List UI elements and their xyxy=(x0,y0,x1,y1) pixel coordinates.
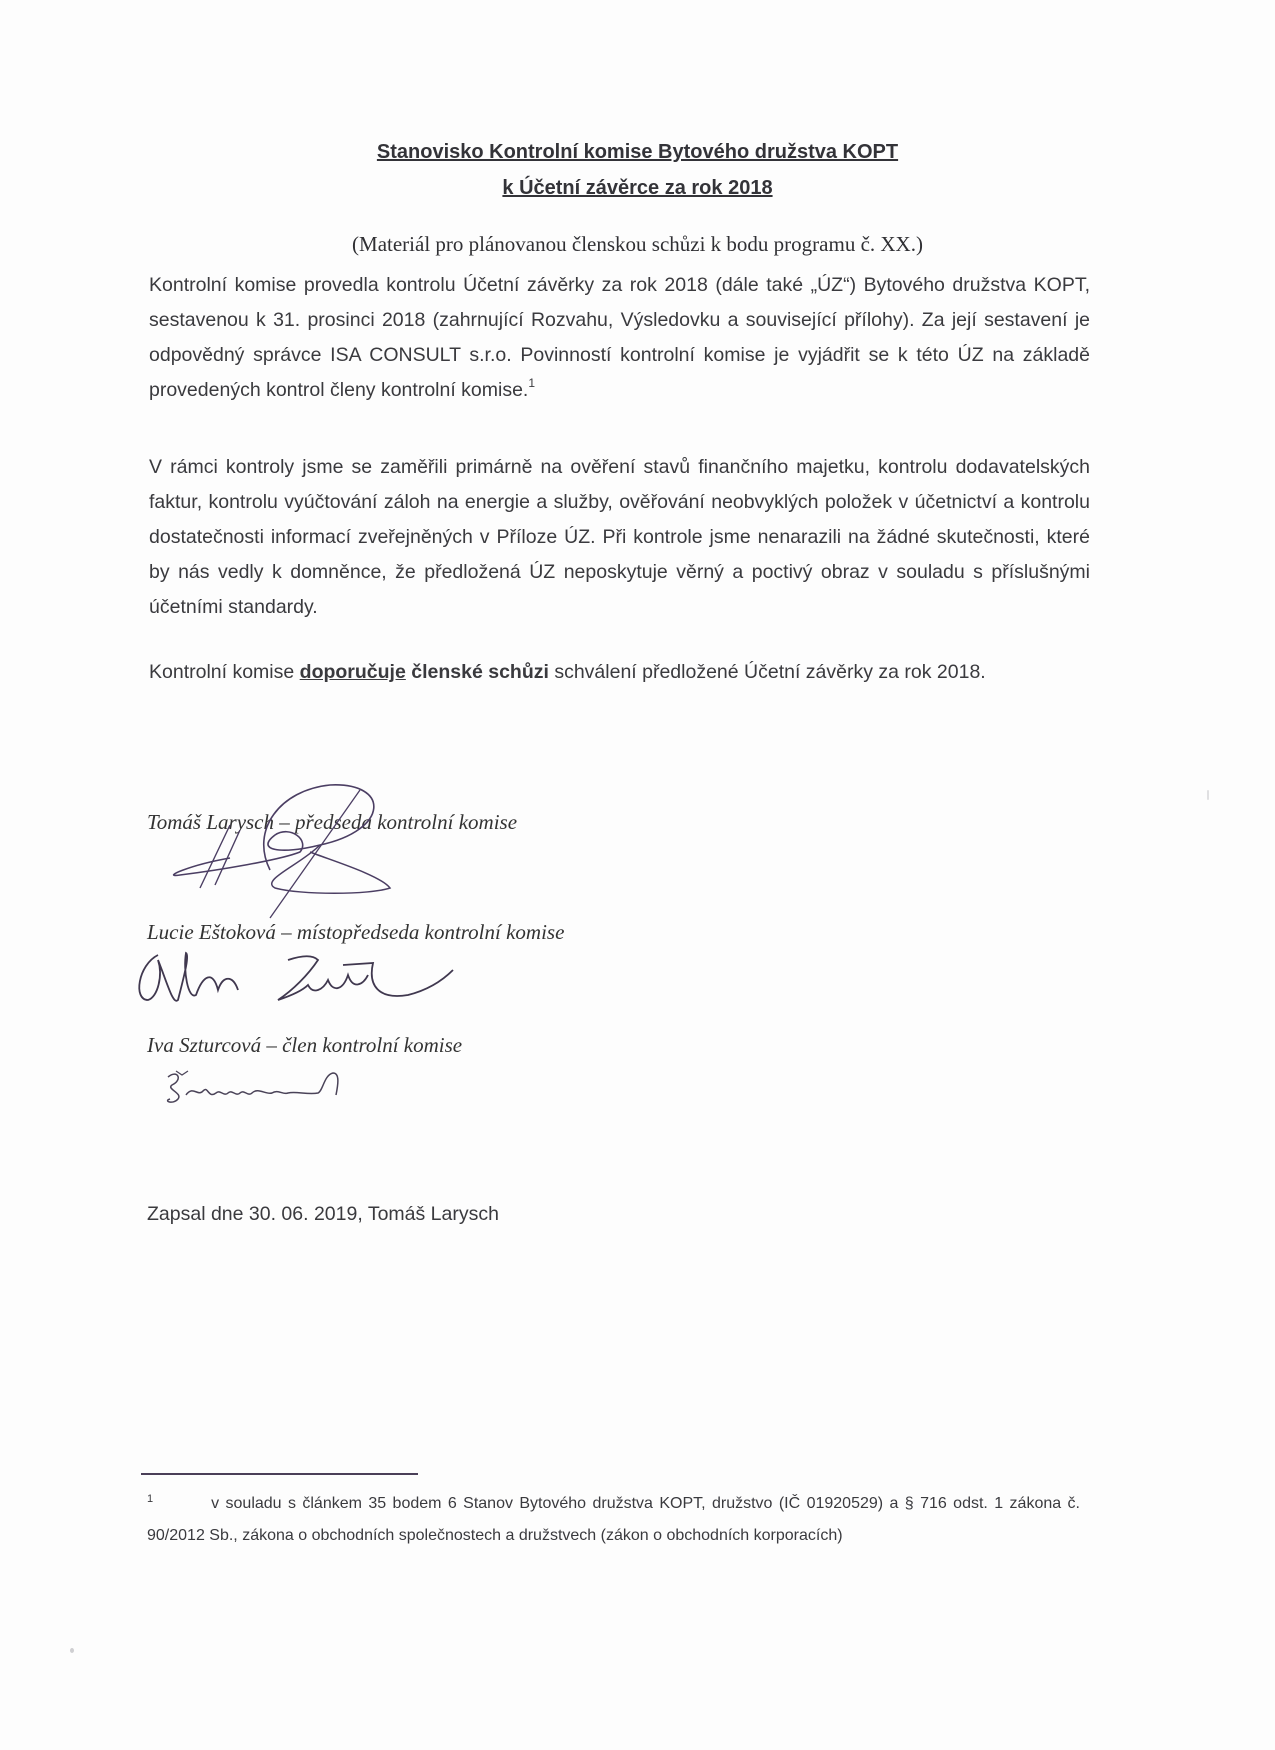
document-title-line-2: k Účetní závěrce za rok 2018 xyxy=(502,177,773,199)
recommendation-recipient: členské schůzi xyxy=(405,661,549,683)
recommendation-lead: Kontrolní komise xyxy=(149,661,300,683)
footnote-mark: 1 xyxy=(147,1493,154,1505)
scan-speck xyxy=(70,1648,74,1653)
footnote-separator xyxy=(141,1473,418,1475)
recorded-by-line: Zapsal dne 30. 06. 2019, Tomáš Larysch xyxy=(147,1203,499,1225)
footnote xyxy=(147,1488,1080,1552)
recommendation-verb: doporučuje xyxy=(299,661,406,683)
signatory-vice-chair: Lucie Eštoková – místopředseda kontrolní komise xyxy=(147,920,565,944)
document-title-line-1: Stanovisko Kontrolní komise Bytového družstva KOPT xyxy=(376,141,899,163)
signature-chair xyxy=(160,770,420,920)
paragraph-audit-scope-text: Kontrolní komise provedla kontrolu Účetní závěrky za rok 2018 (dále také „ÚZ“) Bytového družstva KOPT, sestavenou k 31. prosinci 2018 (zahrnující Rozvahu, Výsledovku a související přílohy). Za její sestavení je odpovědný správce ISA CONSULT s.r.o. Povinností kontrolní komise je vyjádřit se k této ÚZ na základě provedených kontrol členy kontrolní komise. xyxy=(149,274,1090,401)
signature-member xyxy=(158,1065,358,1110)
scan-speck xyxy=(1207,790,1209,800)
paragraph-recommendation xyxy=(149,655,1090,690)
document-subtitle: (Materiál pro plánovanou členskou schůzi k bodu programu č. XX.) xyxy=(352,232,923,256)
signatory-member: Iva Szturcová – člen kontrolní komise xyxy=(147,1033,463,1057)
recommendation-tail: schválení předložené Účetní závěrky za rok 2018. xyxy=(548,661,986,683)
paragraph-audit-focus: V rámci kontroly jsme se zaměřili primárně na ověření stavů finančního majetku, kontrolu dodavatelských faktur, kontrolu vyúčtování záloh na energie a služby, ověřování neobvyklých položek v účetnictví a kontrolu dostatečnosti informací zveřejněných v Příloze ÚZ. Při kontrole jsme nenarazili na žádné skutečnosti, které by nás vedly k domněnce, že předložená ÚZ neposkytuje věrný a poctivý obraz v souladu s příslušnými účetními standardy. xyxy=(149,456,1090,618)
paragraph-audit-scope xyxy=(149,268,1090,408)
signature-vice-chair xyxy=(128,945,458,1015)
footnote-text: v souladu s článkem 35 bodem 6 Stanov Bytového družstva KOPT, družstvo (IČ 01920529) a § 716 odst. 1 zákona č. 90/2012 Sb., zákona o obchodních společnostech a družstvech (zákon o obchodních korporacích) xyxy=(147,1495,1080,1544)
signatory-chair: Tomáš Larysch – předseda kontrolní komise xyxy=(147,810,518,834)
footnote-reference: 1 xyxy=(528,376,536,390)
